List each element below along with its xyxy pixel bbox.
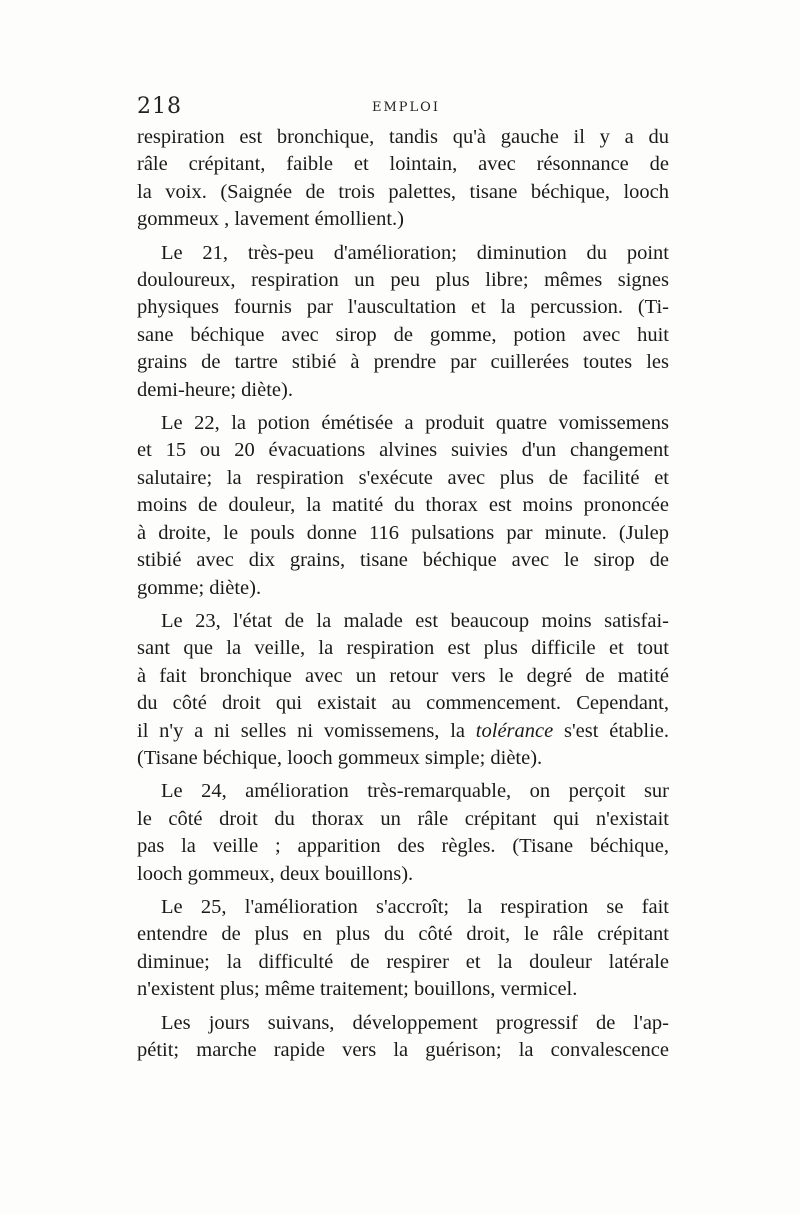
text-line: gommeux , lavement émollient.) bbox=[137, 208, 405, 231]
paragraph-5 bbox=[137, 778, 669, 888]
text-segment: il n'y a ni selles ni vomissemens, la bbox=[137, 719, 476, 742]
text-line: Les jours suivans, développement progressif de l'ap- bbox=[161, 1011, 669, 1034]
text-line: (Tisane béchique, looch gommeux simple; diète). bbox=[137, 746, 543, 769]
text-line: du côté droit qui existait au commencement. Cependant, bbox=[137, 692, 669, 715]
text-line: entendre de plus en plus du côté droit, le râle crépitant bbox=[137, 923, 669, 946]
text-line: le côté droit du thorax un râle crépitant qui n'existait bbox=[137, 807, 669, 830]
italic-term: tolérance bbox=[475, 719, 554, 742]
text-line: grains de tartre stibié à prendre par cuillerées toutes les bbox=[137, 351, 669, 374]
text-line: à fait bronchique avec un retour vers le degré de matité bbox=[137, 664, 669, 687]
text-line: sant que la veille, la respiration est plus difficile et tout bbox=[137, 637, 669, 660]
text-line: pas la veille ; apparition des règles. (Tisane béchique, bbox=[137, 835, 669, 858]
text-line: Le 21, très-peu d'amélioration; diminution du point bbox=[161, 241, 669, 264]
text-line: diminue; la difficulté de respirer et la douleur latérale bbox=[137, 950, 669, 973]
running-head: EMPLOI bbox=[372, 100, 440, 115]
page-header bbox=[137, 94, 667, 124]
text-line: et 15 ou 20 évacuations alvines suivies d'un changement bbox=[137, 439, 669, 462]
text-line: demi-heure; diète). bbox=[137, 378, 293, 401]
paragraph-7 bbox=[137, 1010, 669, 1065]
body-text bbox=[137, 124, 669, 1070]
text-line: à droite, le pouls donne 116 pulsations par minute. (Julep bbox=[137, 521, 669, 544]
text-line: Le 22, la potion émétisée a produit quatre vomissemens bbox=[161, 412, 669, 435]
paragraph-1 bbox=[137, 124, 669, 234]
paragraph-3 bbox=[137, 410, 669, 602]
text-line: n'existent plus; même traitement; bouillons, vermicel. bbox=[137, 978, 578, 1001]
text-segment: s'est établie. bbox=[553, 719, 669, 742]
text-line: râle crépitant, faible et lointain, avec résonnance de bbox=[137, 153, 669, 176]
text-line: douloureux, respiration un peu plus libre; mêmes signes bbox=[137, 269, 669, 292]
text-line: Le 24, amélioration très-remarquable, on perçoit sur bbox=[161, 780, 669, 803]
text-line: salutaire; la respiration s'exécute avec plus de facilité et bbox=[137, 466, 669, 489]
text-line: pétit; marche rapide vers la guérison; la convalescence bbox=[137, 1039, 669, 1061]
text-line: sane béchique avec sirop de gomme, potion avec huit bbox=[137, 323, 669, 346]
paragraph-2 bbox=[137, 240, 669, 404]
text-line-with-italic bbox=[137, 718, 669, 745]
page-number: 218 bbox=[137, 94, 182, 119]
paragraph-4 bbox=[137, 608, 669, 772]
text-line: gomme; diète). bbox=[137, 576, 262, 599]
text-line: physiques fournis par l'auscultation et la percussion. (Ti- bbox=[137, 296, 669, 319]
text-line: looch gommeux, deux bouillons). bbox=[137, 862, 414, 885]
text-line: stibié avec dix grains, tisane béchique avec le sirop de bbox=[137, 549, 669, 572]
text-line: Le 25, l'amélioration s'accroît; la respiration se fait bbox=[161, 895, 669, 918]
text-line: Le 23, l'état de la malade est beaucoup moins satisfai- bbox=[161, 609, 669, 632]
text-line: respiration est bronchique, tandis qu'à gauche il y a du bbox=[137, 126, 669, 148]
text-line: la voix. (Saignée de trois palettes, tisane béchique, looch bbox=[137, 180, 669, 203]
text-line: moins de douleur, la matité du thorax est moins prononcée bbox=[137, 494, 669, 517]
paragraph-6 bbox=[137, 894, 669, 1004]
